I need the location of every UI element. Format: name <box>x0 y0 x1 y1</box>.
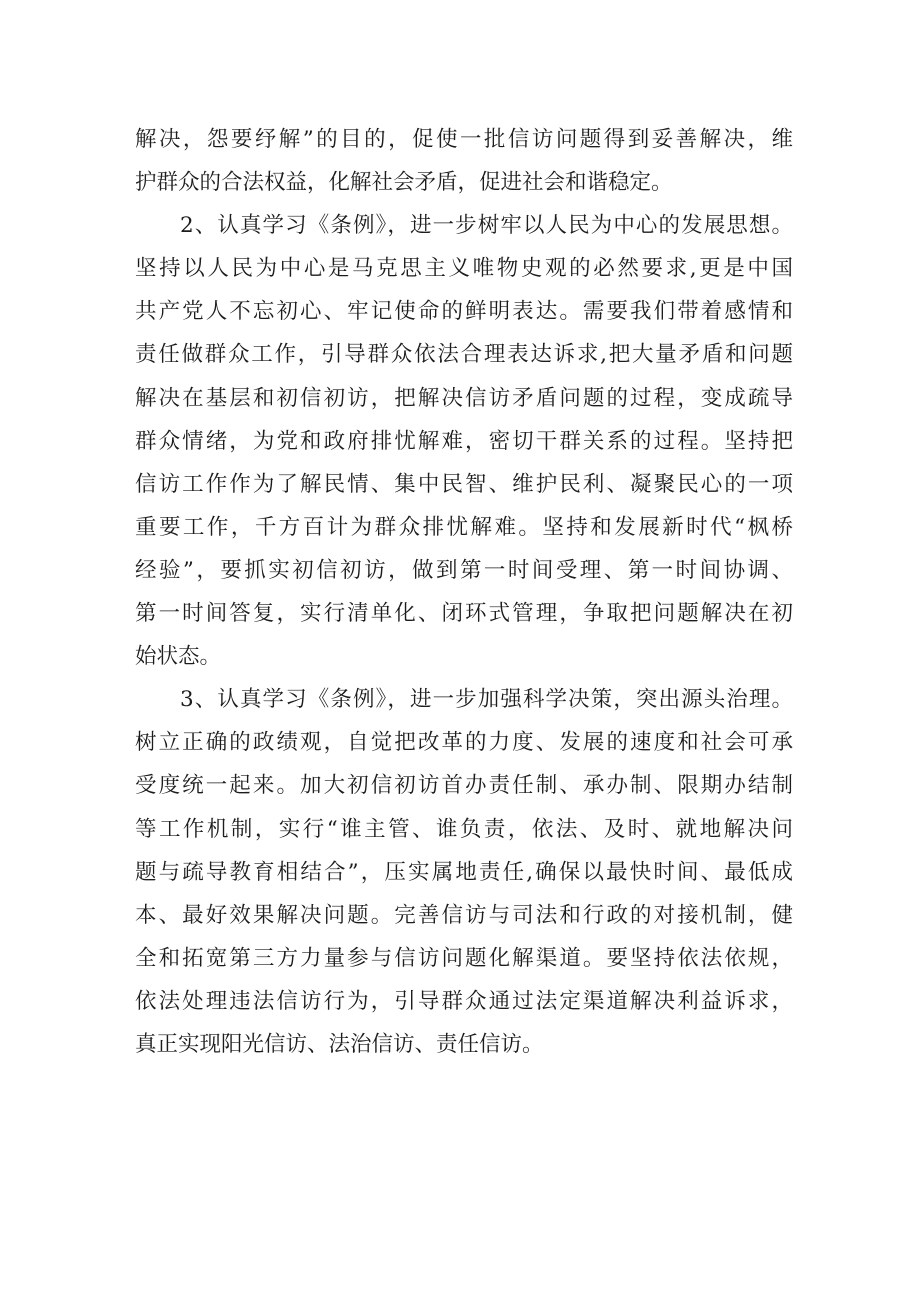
paragraph-item-2 <box>135 204 793 678</box>
text-line: 解决，怨要纾解”的目的，促使一批信访问题得到妥善解决，维 <box>135 127 793 152</box>
text-line: 第一时间答复，实行清单化、闭环式管理，争取把问题解决在初 <box>135 601 793 627</box>
text-line: 责任做群众工作，引导群众依法合理表达诉求,把大量矛盾和问题 <box>135 342 793 368</box>
text-line: 护群众的合法权益，化解社会矛盾，促进社会和谐稳定。 <box>135 170 673 196</box>
body-text <box>135 118 793 1066</box>
text-line: 树立正确的政绩观，自觉把改革的力度、发展的速度和社会可承 <box>135 730 793 756</box>
text-line: 本、最好效果解决问题。完善信访与司法和行政的对接机制，健 <box>135 902 793 928</box>
text-line: 依法处理违法信访行为，引导群众通过法定渠道解决利益诉求， <box>135 988 793 1014</box>
text-line: 全和拓宽第三方力量参与信访问题化解渠道。要坚持依法依规， <box>135 945 793 971</box>
text-line: 题与疏导教育相结合”，压实属地责任,确保以最快时间、最低成 <box>135 859 793 885</box>
text-line: 经验”，要抓实初信初访，做到第一时间受理、第一时间协调、 <box>135 557 793 583</box>
text-line: 真正实现阳光信访、法治信访、责任信访。 <box>135 1031 544 1057</box>
text-line: 3、认真学习《条例》，进一步加强科学决策，突出源头治理。 <box>180 687 793 713</box>
text-line: 共产党人不忘初心、牢记使命的鲜明表达。需要我们带着感情和 <box>135 299 793 325</box>
text-line: 2、认真学习《条例》，进一步树牢以人民为中心的发展思想。 <box>180 213 793 239</box>
text-line: 始状态。 <box>135 644 222 670</box>
paragraph-continuation <box>135 118 793 204</box>
text-line: 等工作机制，实行“谁主管、谁负责，依法、及时、就地解决问 <box>135 816 793 842</box>
text-line: 重要工作，千方百计为群众排忧解难。坚持和发展新时代“枫桥 <box>135 514 793 540</box>
text-line: 坚持以人民为中心是马克思主义唯物史观的必然要求,更是中国 <box>135 256 793 282</box>
paragraph-item-3 <box>135 678 793 1066</box>
text-line: 受度统一起来。加大初信初访首办责任制、承办制、限期办结制 <box>135 773 793 799</box>
text-line: 群众情绪，为党和政府排忧解难，密切干群关系的过程。坚持把 <box>135 428 793 454</box>
text-line: 信访工作作为了解民情、集中民智、维护民利、凝聚民心的一项 <box>135 471 793 497</box>
text-line: 解决在基层和初信初访，把解决信访矛盾问题的过程，变成疏导 <box>135 385 793 411</box>
